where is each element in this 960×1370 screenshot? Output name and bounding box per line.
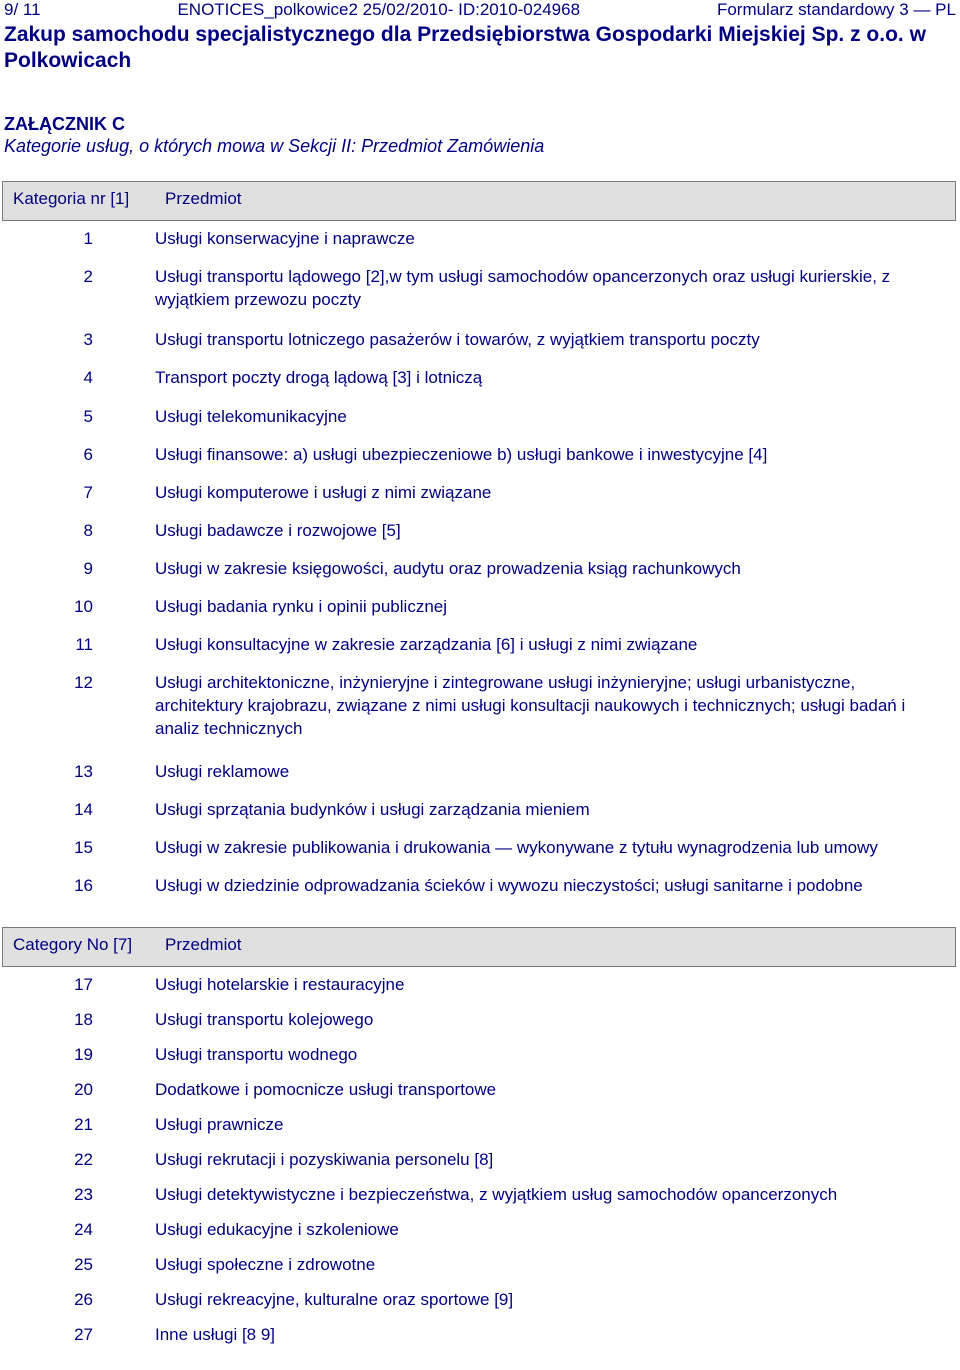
category-subject: Usługi badania rynku i opinii publicznej [155, 597, 448, 617]
category-number: 14 [74, 799, 93, 819]
document-title: Zakup samochodu specjalistycznego dla Przedsiębiorstwa Gospodarki Miejskiej Sp. z o.o. w Polkowicach [4, 23, 926, 72]
category-number: 18 [74, 1010, 93, 1029]
category-subject: Inne usługi [8 9] [155, 1325, 276, 1344]
table-row [3, 322, 956, 360]
category-subject: Usługi komputerowe i usługi z nimi związane [155, 482, 492, 502]
category-subject: Usługi detektywistyczne i bezpieczeństwa, z wyjątkiem usług samochodów opancerzonych [155, 1185, 838, 1204]
form-name: Formularz standardowy 3 — PL [716, 0, 956, 19]
table-row [3, 1142, 956, 1177]
category-subject: Usługi hotelarskie i restauracyjne [155, 975, 405, 994]
category-subject: Usługi społeczne i zdrowotne [155, 1255, 376, 1274]
category-subject: Usługi konsultacyjne w zakresie zarządzania [6] i usługi z nimi związane [155, 635, 698, 655]
table-row [3, 399, 956, 437]
category-table-1-body [3, 221, 956, 907]
table-row [3, 589, 956, 627]
category-subject: Transport poczty drogą lądową [3] i lotniczą [155, 368, 483, 388]
table-row [3, 1247, 956, 1282]
category-subject: Usługi w zakresie księgowości, audytu oraz prowadzenia ksiąg rachunkowych [155, 558, 741, 578]
category-number: 1 [83, 229, 93, 248]
table-header-row [3, 182, 956, 221]
category-subject: Dodatkowe i pomocnicze usługi transportowe [155, 1080, 497, 1099]
category-table-2 [2, 927, 956, 1352]
table-row [3, 475, 956, 513]
category-number: 20 [74, 1080, 93, 1099]
table-row [3, 1212, 956, 1247]
category-subject: Usługi transportu lądowego [2],w tym usługi samochodów opancerzonych oraz usługi kurierskie, z wyjątkiem przewozu poczty [155, 267, 891, 310]
page-number: 9/ 11 [4, 0, 41, 19]
table-row [3, 437, 956, 475]
table-row [3, 868, 956, 906]
category-table-1 [2, 181, 956, 906]
category-subject: Usługi w dziedzinie odprowadzania ścieków i wywozu nieczystości; usługi sanitarne i podobne [155, 875, 863, 895]
table-header-row [3, 928, 956, 967]
category-number: 26 [74, 1290, 93, 1309]
category-number: 15 [74, 837, 93, 857]
category-number: 21 [74, 1115, 93, 1134]
table-row [3, 1282, 956, 1317]
category-subject: Usługi prawnicze [155, 1115, 284, 1134]
category-subject: Usługi telekomunikacyjne [155, 406, 347, 426]
table-row [3, 360, 956, 398]
category-number: 12 [74, 673, 93, 693]
table-row [3, 1317, 956, 1352]
table-row [3, 513, 956, 551]
category-number: 22 [74, 1150, 93, 1169]
category-subject: Usługi finansowe: a) usługi ubezpieczeniowe b) usługi bankowe i inwestycyjne [4] [155, 444, 768, 464]
category-number: 24 [74, 1220, 93, 1239]
table-row [3, 551, 956, 589]
category-table-2-body [3, 967, 956, 1353]
category-number: 9 [83, 558, 93, 578]
category-subject: Usługi architektoniczne, inżynieryjne i zintegrowane usługi inżynieryjne; usługi urbanistyczne, architektury krajobrazu, związane z nimi usługi konsultacji naukowych i technicznych; usługi badań i analiz technicznych [155, 673, 906, 739]
category-subject: Usługi reklamowe [155, 761, 290, 781]
category-number: 27 [74, 1325, 93, 1344]
category-subject: Usługi transportu lotniczego pasażerów i towarów, z wyjątkiem transportu poczty [155, 330, 760, 350]
category-subject: Usługi edukacyjne i szkoleniowe [155, 1220, 399, 1239]
table-row [3, 259, 956, 322]
category-subject: Usługi transportu kolejowego [155, 1010, 374, 1029]
table-row [3, 1177, 956, 1212]
category-subject: Usługi rekreacyjne, kulturalne oraz sportowe [9] [155, 1290, 514, 1309]
category-number: 16 [74, 875, 93, 895]
table-row [3, 221, 956, 260]
header-subject: Przedmiot [155, 182, 956, 221]
category-number: 10 [74, 597, 93, 617]
category-number: 3 [83, 330, 93, 350]
category-number: 25 [74, 1255, 93, 1274]
table-row [3, 1037, 956, 1072]
category-number: 5 [83, 406, 93, 426]
table-row [3, 665, 956, 753]
notice-id: ENOTICES_polkowice2 25/02/2010- ID:2010-024968 [177, 0, 581, 19]
category-number: 17 [74, 975, 93, 994]
category-subject: Usługi w zakresie publikowania i drukowania — wykonywane z tytułu wynagrodzenia lub umowy [155, 837, 878, 857]
category-number: 19 [74, 1045, 93, 1064]
page-header-line [4, 0, 956, 22]
table-row [3, 627, 956, 665]
table-row [3, 967, 956, 1003]
category-number: 7 [83, 482, 93, 502]
table-row [3, 792, 956, 830]
header-category: Kategoria nr [1] [3, 182, 156, 221]
category-subject: Usługi badawcze i rozwojowe [5] [155, 520, 401, 540]
category-number: 2 [83, 267, 93, 287]
category-number: 23 [74, 1185, 93, 1204]
table-row [3, 1072, 956, 1107]
category-subject: Usługi transportu wodnego [155, 1045, 358, 1064]
category-subject: Usługi sprzątania budynków i usługi zarządzania mieniem [155, 799, 590, 819]
category-subject: Usługi rekrutacji i pozyskiwania personelu [8] [155, 1150, 494, 1169]
annex-subtitle: Kategorie usług, o których mowa w Sekcji II: Przedmiot Zamówienia [4, 136, 545, 156]
header-category: Category No [7] [3, 928, 156, 967]
category-number: 6 [83, 444, 93, 464]
category-number: 13 [74, 761, 93, 781]
header-subject: Przedmiot [155, 928, 956, 967]
category-number: 8 [83, 520, 93, 540]
table-row [3, 1002, 956, 1037]
annex-title: ZAŁĄCZNIK C [4, 114, 125, 134]
category-number: 11 [75, 635, 93, 655]
table-row [3, 1107, 956, 1142]
category-subject: Usługi konserwacyjne i naprawcze [155, 229, 415, 248]
table-row [3, 754, 956, 792]
table-row [3, 830, 956, 868]
category-number: 4 [83, 368, 93, 388]
